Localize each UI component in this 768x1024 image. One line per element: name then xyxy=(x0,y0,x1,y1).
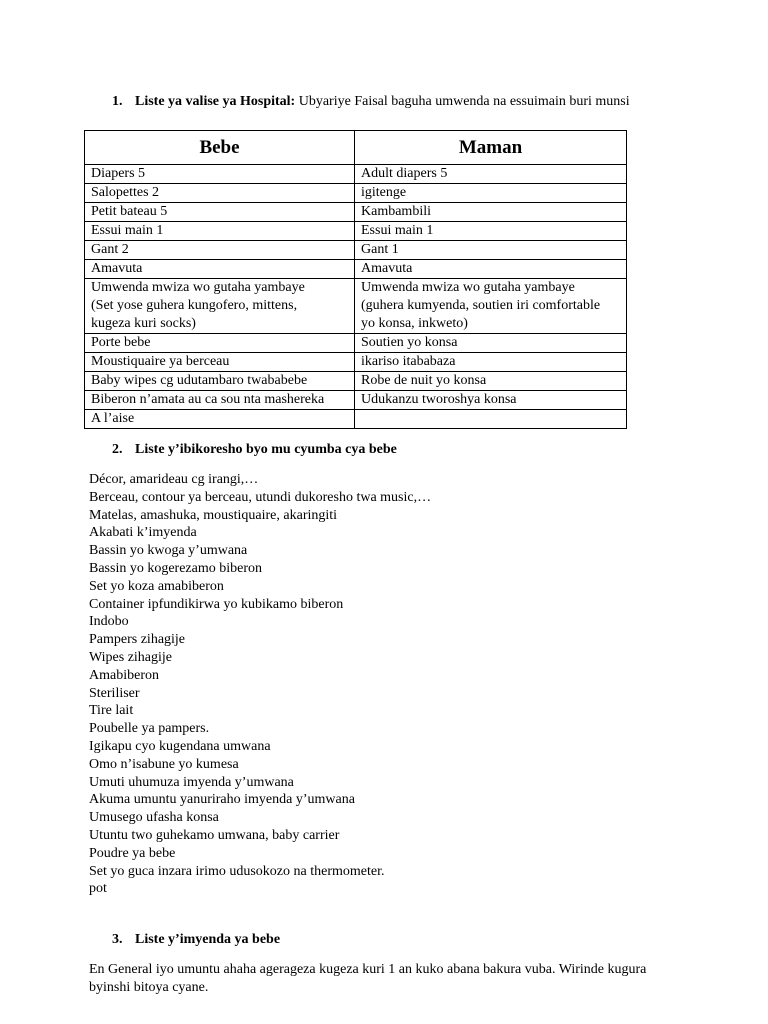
list-item: pot xyxy=(89,881,107,897)
cell-bebe: Essui main 1 xyxy=(85,222,355,241)
cell-bebe: Moustiquaire ya berceau xyxy=(85,353,355,372)
section-2-number: 2. xyxy=(112,442,123,457)
section-3-number: 3. xyxy=(112,932,123,947)
list-item: Poubelle ya pampers. xyxy=(89,721,210,737)
list-item: Tire lait xyxy=(89,703,134,719)
cell-maman: Umwenda mwiza wo gutaha yambaye (guhera kumyenda, soutien iri comfortable yo konsa, inkweto) xyxy=(355,279,627,334)
list-item: Akuma umuntu yanuriraho imyenda y’umwana xyxy=(89,792,355,808)
cell-bebe: Gant 2 xyxy=(85,241,355,260)
table-row xyxy=(85,260,627,279)
list-item: Igikapu cyo kugendana umwana xyxy=(89,738,271,754)
list-item: Set yo guca inzara irimo udusokozo na thermometer. xyxy=(89,863,385,879)
cell-maman: ikariso itababaza xyxy=(355,353,627,372)
list-item: Bassin yo kwoga y’umwana xyxy=(89,543,248,559)
section-1-number: 1. xyxy=(112,94,123,109)
table-row xyxy=(85,184,627,203)
cell-maman: Essui main 1 xyxy=(355,222,627,241)
table-row xyxy=(85,410,627,429)
table-row xyxy=(85,334,627,353)
hospital-bag-table xyxy=(84,130,627,429)
list-item: Steriliser xyxy=(89,685,140,701)
cell-bebe: Petit bateau 5 xyxy=(85,203,355,222)
list-item: Umusego ufasha konsa xyxy=(89,810,219,826)
cell-maman: Soutien yo konsa xyxy=(355,334,627,353)
cell-maman: Kambambili xyxy=(355,203,627,222)
section-2-title: Liste y’ibikoresho byo mu cyumba cya bebe xyxy=(135,442,397,457)
header-maman: Maman xyxy=(355,131,627,165)
cell-bebe: Diapers 5 xyxy=(85,165,355,184)
list-item: Amabiberon xyxy=(89,667,159,683)
cell-maman: Robe de nuit yo konsa xyxy=(355,372,627,391)
table-row xyxy=(85,372,627,391)
section-3-paragraph: En General iyo umuntu ahaha agerageza kugeza kuri 1 an kuko abana bakura vuba. Wirinde kugura byinshi bitoya cyane. xyxy=(89,962,647,995)
cell-bebe: Biberon n’amata au ca sou nta mashereka xyxy=(85,391,355,410)
cell-bebe: Porte bebe xyxy=(85,334,355,353)
table-row xyxy=(85,203,627,222)
table-row xyxy=(85,165,627,184)
table-row xyxy=(85,241,627,260)
list-item: Décor, amarideau cg irangi,… xyxy=(89,472,259,487)
cell-bebe: Amavuta xyxy=(85,260,355,279)
list-item: Omo n’isabune yo kumesa xyxy=(89,756,239,772)
cell-maman xyxy=(355,410,627,429)
table-row xyxy=(85,391,627,410)
list-item: Akabati k’imyenda xyxy=(89,525,197,541)
table-body xyxy=(85,165,627,429)
list-item: Set yo koza amabiberon xyxy=(89,578,224,594)
section-1-heading xyxy=(112,93,630,111)
section-3-title: Liste y’imyenda ya bebe xyxy=(135,932,281,947)
cell-bebe: A l’aise xyxy=(85,410,355,429)
cell-bebe: Umwenda mwiza wo gutaha yambaye (Set yose guhera kungofero, mittens, kugeza kuri socks) xyxy=(85,279,355,334)
table-row xyxy=(85,222,627,241)
table-row xyxy=(85,353,627,372)
table-header-row xyxy=(85,131,627,165)
list-item: Wipes zihagije xyxy=(89,649,173,665)
section-2-heading xyxy=(112,441,397,459)
list-item: Umuti uhumuza imyenda y’umwana xyxy=(89,774,294,790)
list-item: Matelas, amashuka, moustiquaire, akaringiti xyxy=(89,507,338,523)
cell-maman: igitenge xyxy=(355,184,627,203)
section-1-title: Liste ya valise ya Hospital: xyxy=(135,94,296,109)
cell-maman: Gant 1 xyxy=(355,241,627,260)
list-item: Poudre ya bebe xyxy=(89,845,176,861)
section-3-heading xyxy=(112,931,280,949)
list-item: Berceau, contour ya berceau, utundi dukoresho twa music,… xyxy=(89,489,432,505)
nursery-items-list xyxy=(89,471,431,898)
cell-maman: Amavuta xyxy=(355,260,627,279)
list-item: Bassin yo kogerezamo biberon xyxy=(89,560,263,576)
list-item: Utuntu two guhekamo umwana, baby carrier xyxy=(89,827,340,843)
cell-maman: Adult diapers 5 xyxy=(355,165,627,184)
cell-bebe: Salopettes 2 xyxy=(85,184,355,203)
list-item: Container ipfundikirwa yo kubikamo biberon xyxy=(89,596,344,612)
table-row xyxy=(85,279,627,334)
cell-bebe: Baby wipes cg udutambaro twababebe xyxy=(85,372,355,391)
header-bebe: Bebe xyxy=(85,131,355,165)
section-1-note: Ubyariye Faisal baguha umwenda na essuimain buri munsi xyxy=(295,94,630,109)
cell-maman: Udukanzu tworoshya konsa xyxy=(355,391,627,410)
list-item: Indobo xyxy=(89,614,129,630)
list-item: Pampers zihagije xyxy=(89,632,186,648)
